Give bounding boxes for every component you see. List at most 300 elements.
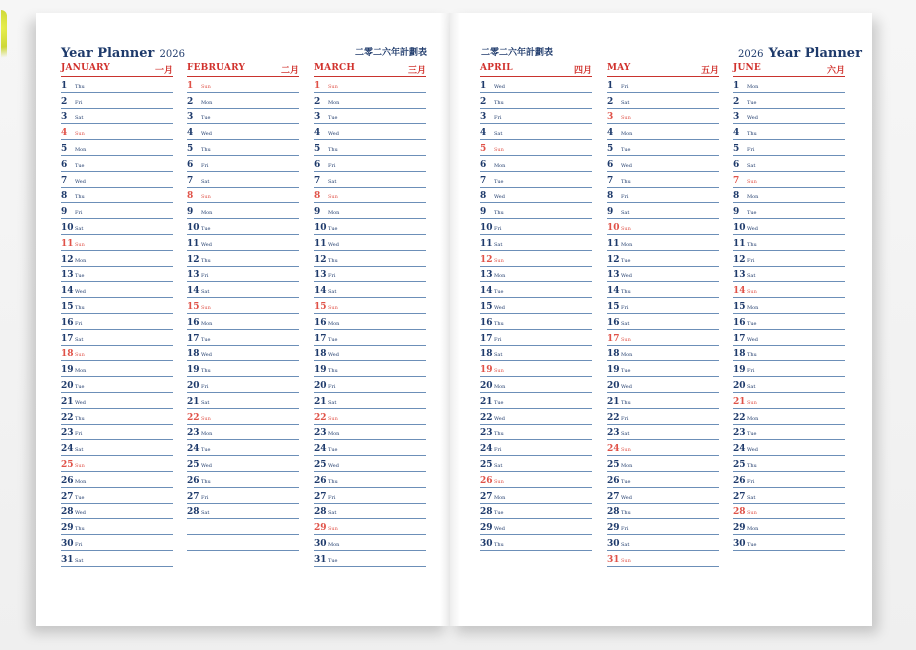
day-number: 18 bbox=[314, 349, 327, 360]
day-number: 24 bbox=[314, 444, 327, 455]
day-number: 7 bbox=[607, 175, 614, 186]
weekday-label: Tue bbox=[75, 273, 85, 280]
day-row bbox=[733, 267, 845, 283]
day-row bbox=[607, 551, 719, 567]
day-number: 26 bbox=[187, 475, 200, 486]
day-number: 7 bbox=[733, 175, 740, 186]
weekday-label: Fri bbox=[201, 162, 209, 169]
day-number: 16 bbox=[314, 317, 327, 328]
day-row bbox=[733, 456, 845, 472]
day-number: 31 bbox=[314, 554, 327, 565]
day-number: 26 bbox=[480, 475, 493, 486]
day-number: 16 bbox=[187, 317, 200, 328]
day-number: 18 bbox=[733, 349, 746, 360]
month-name: JANUARY bbox=[61, 63, 111, 73]
weekday-label: Fri bbox=[201, 273, 209, 280]
weekday-label: Sat bbox=[75, 447, 84, 454]
day-row bbox=[607, 298, 719, 314]
day-row bbox=[187, 219, 299, 235]
weekday-label: Thu bbox=[75, 304, 85, 311]
weekday-label: Thu bbox=[328, 478, 338, 485]
day-number: 7 bbox=[61, 175, 68, 186]
day-row bbox=[61, 298, 173, 314]
day-row bbox=[607, 425, 719, 441]
weekday-label: Wed bbox=[201, 462, 212, 469]
day-row bbox=[61, 361, 173, 377]
weekday-label: Fri bbox=[747, 478, 755, 485]
day-row bbox=[314, 314, 426, 330]
weekday-label: Tue bbox=[75, 162, 85, 169]
day-row bbox=[314, 93, 426, 109]
day-row bbox=[61, 203, 173, 219]
day-number: 3 bbox=[607, 112, 614, 123]
weekday-label: Wed bbox=[621, 383, 632, 390]
weekday-label: Fri bbox=[494, 115, 502, 122]
day-row bbox=[314, 440, 426, 456]
day-number: 6 bbox=[187, 159, 194, 170]
day-row bbox=[480, 535, 592, 551]
weekday-label: Sat bbox=[747, 494, 756, 501]
day-row bbox=[733, 298, 845, 314]
day-number: 4 bbox=[480, 128, 487, 139]
month-chinese: 二月 bbox=[280, 66, 299, 76]
day-row bbox=[607, 156, 719, 172]
month-column-january bbox=[61, 62, 173, 567]
weekday-label: Fri bbox=[747, 146, 755, 153]
weekday-label: Tue bbox=[328, 225, 338, 232]
weekday-label: Mon bbox=[747, 415, 759, 422]
day-number: 14 bbox=[187, 286, 200, 297]
day-number: 1 bbox=[314, 80, 321, 91]
day-number: 15 bbox=[314, 301, 327, 312]
day-row bbox=[480, 298, 592, 314]
day-list bbox=[187, 77, 299, 567]
weekday-label: Wed bbox=[494, 415, 505, 422]
day-row bbox=[187, 346, 299, 362]
month-chinese: 六月 bbox=[826, 66, 845, 76]
day-number: 24 bbox=[733, 444, 746, 455]
weekday-label: Sun bbox=[201, 194, 211, 201]
day-row bbox=[607, 219, 719, 235]
weekday-label: Thu bbox=[494, 210, 504, 217]
left-title-year: 2026 bbox=[159, 49, 185, 60]
day-row bbox=[733, 140, 845, 156]
weekday-label: Sat bbox=[201, 289, 210, 296]
book-spine bbox=[440, 13, 460, 626]
weekday-label: Sat bbox=[328, 178, 337, 185]
weekday-label: Mon bbox=[201, 210, 213, 217]
day-row bbox=[480, 140, 592, 156]
right-page-title bbox=[738, 42, 862, 61]
day-row bbox=[733, 235, 845, 251]
weekday-label: Tue bbox=[328, 336, 338, 343]
day-number: 21 bbox=[61, 396, 74, 407]
day-row bbox=[61, 219, 173, 235]
day-row bbox=[607, 140, 719, 156]
day-row bbox=[314, 203, 426, 219]
day-number: 22 bbox=[480, 412, 493, 423]
day-number: 6 bbox=[480, 159, 487, 170]
day-row bbox=[733, 77, 845, 93]
day-row bbox=[733, 519, 845, 535]
day-row bbox=[187, 472, 299, 488]
weekday-label: Tue bbox=[75, 383, 85, 390]
day-row bbox=[187, 393, 299, 409]
day-row bbox=[61, 282, 173, 298]
day-number: 8 bbox=[187, 191, 194, 202]
day-row bbox=[607, 251, 719, 267]
day-row bbox=[314, 282, 426, 298]
day-row bbox=[607, 377, 719, 393]
day-row bbox=[61, 377, 173, 393]
day-row bbox=[480, 219, 592, 235]
day-number: 13 bbox=[607, 270, 620, 281]
day-row bbox=[314, 267, 426, 283]
weekday-label: Sun bbox=[621, 225, 631, 232]
weekday-label: Tue bbox=[747, 99, 757, 106]
day-number: 23 bbox=[607, 428, 620, 439]
day-number: 3 bbox=[187, 112, 194, 123]
empty-row bbox=[187, 551, 299, 567]
day-number: 3 bbox=[61, 112, 68, 123]
day-row bbox=[607, 393, 719, 409]
day-row bbox=[607, 77, 719, 93]
weekday-label: Wed bbox=[621, 494, 632, 501]
day-row bbox=[607, 267, 719, 283]
weekday-label: Fri bbox=[328, 162, 336, 169]
day-number: 3 bbox=[314, 112, 321, 123]
day-number: 1 bbox=[733, 80, 740, 91]
day-number: 22 bbox=[607, 412, 620, 423]
day-list bbox=[733, 77, 845, 567]
weekday-label: Thu bbox=[201, 478, 211, 485]
weekday-label: Tue bbox=[747, 210, 757, 217]
day-number: 30 bbox=[314, 538, 327, 549]
day-row bbox=[480, 456, 592, 472]
weekday-label: Thu bbox=[494, 320, 504, 327]
day-number: 11 bbox=[480, 238, 493, 249]
day-row bbox=[187, 298, 299, 314]
day-number: 20 bbox=[607, 380, 620, 391]
weekday-label: Sun bbox=[201, 83, 211, 90]
day-number: 11 bbox=[187, 238, 200, 249]
weekday-label: Wed bbox=[75, 178, 86, 185]
day-row bbox=[733, 156, 845, 172]
day-number: 8 bbox=[61, 191, 68, 202]
day-row bbox=[187, 109, 299, 125]
weekday-label: Mon bbox=[494, 383, 506, 390]
weekday-label: Sat bbox=[747, 383, 756, 390]
weekday-label: Wed bbox=[621, 162, 632, 169]
day-number: 17 bbox=[314, 333, 327, 344]
weekday-label: Thu bbox=[621, 289, 631, 296]
day-row bbox=[480, 251, 592, 267]
weekday-label: Sun bbox=[328, 194, 338, 201]
weekday-label: Thu bbox=[328, 368, 338, 375]
weekday-label: Wed bbox=[494, 526, 505, 533]
weekday-label: Fri bbox=[621, 194, 629, 201]
day-number: 16 bbox=[607, 317, 620, 328]
weekday-label: Sun bbox=[494, 146, 504, 153]
day-number: 8 bbox=[314, 191, 321, 202]
day-row bbox=[61, 346, 173, 362]
day-number: 19 bbox=[733, 365, 746, 376]
day-number: 25 bbox=[314, 459, 327, 470]
weekday-label: Fri bbox=[75, 320, 83, 327]
weekday-label: Tue bbox=[494, 399, 504, 406]
day-number: 15 bbox=[187, 301, 200, 312]
day-row bbox=[61, 425, 173, 441]
day-row bbox=[314, 519, 426, 535]
day-number: 10 bbox=[607, 222, 620, 233]
day-row bbox=[480, 235, 592, 251]
day-number: 13 bbox=[61, 270, 74, 281]
day-row bbox=[314, 77, 426, 93]
weekday-label: Mon bbox=[75, 368, 87, 375]
day-number: 20 bbox=[61, 380, 74, 391]
weekday-label: Mon bbox=[494, 273, 506, 280]
day-number: 10 bbox=[61, 222, 74, 233]
weekday-label: Sat bbox=[621, 99, 630, 106]
day-number: 11 bbox=[607, 238, 620, 249]
day-number: 10 bbox=[314, 222, 327, 233]
weekday-label: Sat bbox=[621, 210, 630, 217]
day-number: 3 bbox=[733, 112, 740, 123]
weekday-label: Sat bbox=[328, 510, 337, 517]
day-row bbox=[61, 93, 173, 109]
day-row bbox=[480, 519, 592, 535]
weekday-label: Mon bbox=[328, 431, 340, 438]
day-row bbox=[733, 251, 845, 267]
day-row bbox=[187, 156, 299, 172]
weekday-label: Thu bbox=[747, 462, 757, 469]
day-number: 23 bbox=[187, 428, 200, 439]
weekday-label: Thu bbox=[328, 146, 338, 153]
day-row bbox=[733, 282, 845, 298]
month-name: APRIL bbox=[480, 63, 513, 73]
day-row bbox=[314, 346, 426, 362]
day-row bbox=[607, 203, 719, 219]
day-row bbox=[61, 551, 173, 567]
day-number: 28 bbox=[480, 507, 493, 518]
day-number: 14 bbox=[314, 286, 327, 297]
day-row bbox=[480, 314, 592, 330]
weekday-label: Sat bbox=[747, 273, 756, 280]
day-row bbox=[187, 203, 299, 219]
day-row bbox=[61, 393, 173, 409]
weekday-label: Tue bbox=[494, 289, 504, 296]
day-row bbox=[187, 140, 299, 156]
weekday-label: Sun bbox=[494, 478, 504, 485]
month-header bbox=[480, 62, 592, 77]
weekday-label: Fri bbox=[494, 336, 502, 343]
day-number: 5 bbox=[607, 143, 614, 154]
day-number: 28 bbox=[187, 507, 200, 518]
weekday-label: Mon bbox=[75, 478, 87, 485]
weekday-label: Fri bbox=[328, 383, 336, 390]
day-number: 5 bbox=[314, 143, 321, 154]
month-chinese: 五月 bbox=[700, 66, 719, 76]
day-number: 25 bbox=[733, 459, 746, 470]
right-chinese-title: 二零二六年計劃表 bbox=[481, 48, 554, 58]
weekday-label: Thu bbox=[747, 352, 757, 359]
day-number: 21 bbox=[314, 396, 327, 407]
weekday-label: Wed bbox=[201, 352, 212, 359]
day-row bbox=[314, 377, 426, 393]
day-number: 22 bbox=[314, 412, 327, 423]
weekday-label: Tue bbox=[494, 510, 504, 517]
day-row bbox=[733, 219, 845, 235]
weekday-label: Wed bbox=[75, 510, 86, 517]
day-number: 14 bbox=[480, 286, 493, 297]
weekday-label: Thu bbox=[75, 526, 85, 533]
weekday-label: Tue bbox=[621, 146, 631, 153]
weekday-label: Mon bbox=[621, 462, 633, 469]
weekday-label: Sun bbox=[747, 399, 757, 406]
weekday-label: Sun bbox=[328, 415, 338, 422]
day-row bbox=[480, 440, 592, 456]
weekday-label: Tue bbox=[75, 494, 85, 501]
weekday-label: Tue bbox=[747, 320, 757, 327]
day-row bbox=[607, 346, 719, 362]
day-row bbox=[187, 361, 299, 377]
weekday-label: Sun bbox=[621, 336, 631, 343]
weekday-label: Sat bbox=[201, 510, 210, 517]
day-number: 27 bbox=[314, 491, 327, 502]
day-row bbox=[187, 124, 299, 140]
day-number: 28 bbox=[314, 507, 327, 518]
day-number: 4 bbox=[733, 128, 740, 139]
weekday-label: Tue bbox=[328, 557, 338, 564]
weekday-label: Wed bbox=[747, 115, 758, 122]
day-row bbox=[314, 361, 426, 377]
day-number: 20 bbox=[314, 380, 327, 391]
weekday-label: Thu bbox=[75, 194, 85, 201]
day-list bbox=[61, 77, 173, 567]
day-number: 9 bbox=[733, 207, 740, 218]
weekday-label: Sat bbox=[494, 352, 503, 359]
day-number: 23 bbox=[480, 428, 493, 439]
day-row bbox=[187, 93, 299, 109]
month-header bbox=[607, 62, 719, 77]
day-row bbox=[187, 267, 299, 283]
weekday-label: Mon bbox=[494, 162, 506, 169]
day-row bbox=[607, 330, 719, 346]
weekday-label: Wed bbox=[747, 225, 758, 232]
weekday-label: Sun bbox=[328, 304, 338, 311]
day-number: 4 bbox=[187, 128, 194, 139]
day-row bbox=[607, 409, 719, 425]
day-row bbox=[480, 393, 592, 409]
weekday-label: Thu bbox=[621, 399, 631, 406]
day-row bbox=[314, 298, 426, 314]
day-row bbox=[607, 535, 719, 551]
day-row bbox=[480, 330, 592, 346]
day-row bbox=[187, 314, 299, 330]
day-row bbox=[314, 409, 426, 425]
day-number: 18 bbox=[61, 349, 74, 360]
day-row bbox=[480, 188, 592, 204]
weekday-label: Mon bbox=[201, 320, 213, 327]
day-number: 2 bbox=[187, 96, 194, 107]
weekday-label: Mon bbox=[621, 241, 633, 248]
day-row bbox=[187, 188, 299, 204]
day-row bbox=[61, 235, 173, 251]
day-number: 21 bbox=[733, 396, 746, 407]
day-row bbox=[733, 346, 845, 362]
weekday-label: Sat bbox=[328, 399, 337, 406]
day-number: 7 bbox=[187, 175, 194, 186]
day-number: 5 bbox=[733, 143, 740, 154]
day-number: 30 bbox=[61, 538, 74, 549]
weekday-label: Sun bbox=[328, 83, 338, 90]
day-row bbox=[314, 488, 426, 504]
weekday-label: Fri bbox=[201, 494, 209, 501]
day-list bbox=[607, 77, 719, 567]
day-number: 28 bbox=[607, 507, 620, 518]
weekday-label: Sat bbox=[494, 241, 503, 248]
weekday-label: Mon bbox=[747, 83, 759, 90]
day-row bbox=[314, 456, 426, 472]
month-column-march bbox=[314, 62, 426, 567]
day-number: 26 bbox=[314, 475, 327, 486]
weekday-label: Sat bbox=[494, 462, 503, 469]
day-number: 11 bbox=[314, 238, 327, 249]
day-number: 1 bbox=[480, 80, 487, 91]
month-column-february bbox=[187, 62, 299, 567]
day-row bbox=[733, 109, 845, 125]
day-number: 18 bbox=[607, 349, 620, 360]
day-row bbox=[314, 172, 426, 188]
day-number: 5 bbox=[480, 143, 487, 154]
day-row bbox=[733, 361, 845, 377]
day-number: 29 bbox=[314, 523, 327, 534]
day-row bbox=[61, 488, 173, 504]
leaf-decoration bbox=[1, 10, 7, 70]
day-row bbox=[480, 361, 592, 377]
weekday-label: Sun bbox=[494, 257, 504, 264]
day-row bbox=[607, 314, 719, 330]
weekday-label: Fri bbox=[75, 541, 83, 548]
day-row bbox=[187, 377, 299, 393]
day-number: 13 bbox=[733, 270, 746, 281]
day-row bbox=[314, 109, 426, 125]
day-number: 30 bbox=[733, 538, 746, 549]
day-number: 21 bbox=[187, 396, 200, 407]
day-row bbox=[187, 282, 299, 298]
day-row bbox=[61, 124, 173, 140]
day-row bbox=[61, 472, 173, 488]
day-row bbox=[187, 251, 299, 267]
day-row bbox=[480, 282, 592, 298]
day-number: 26 bbox=[607, 475, 620, 486]
weekday-label: Tue bbox=[201, 225, 211, 232]
day-row bbox=[61, 251, 173, 267]
empty-row bbox=[733, 551, 845, 567]
weekday-label: Fri bbox=[75, 210, 83, 217]
day-number: 13 bbox=[187, 270, 200, 281]
weekday-label: Mon bbox=[328, 210, 340, 217]
day-row bbox=[314, 124, 426, 140]
month-name: JUNE bbox=[733, 63, 761, 73]
day-list bbox=[480, 77, 592, 567]
weekday-label: Mon bbox=[621, 131, 633, 138]
day-row bbox=[733, 377, 845, 393]
weekday-label: Thu bbox=[75, 83, 85, 90]
day-row bbox=[480, 377, 592, 393]
weekday-label: Sun bbox=[621, 557, 631, 564]
day-row bbox=[733, 393, 845, 409]
